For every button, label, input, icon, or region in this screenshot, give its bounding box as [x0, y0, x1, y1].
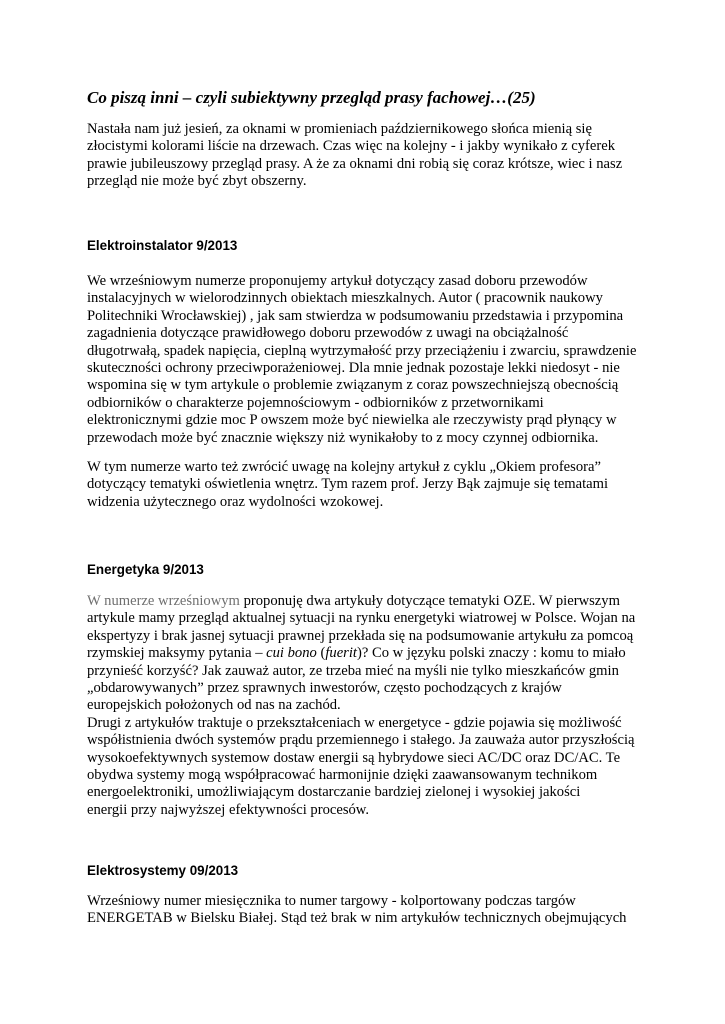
paragraph-line: współistnienia dwóch systemów prądu przemiennego i stałego. Ja zauważa autor przyszłością	[87, 732, 635, 749]
latin-phrase-fuerit: fuerit	[325, 645, 357, 662]
paragraph-line: dotyczący tematyki oświetlenia wnętrz. Tym razem prof. Jerzy Bąk zajmuje się tematami	[87, 476, 609, 493]
energetyka-paragraph	[87, 593, 635, 819]
section-heading-elektroinstalator: Elektroinstalator 9/2013	[87, 238, 238, 253]
paragraph-line: W tym numerze warto też zwrócić uwagę na kolejny artykuł z cyklu „Okiem profesora”	[87, 459, 601, 475]
line-rest-text: proponuję dwa artykuły dotyczące tematyki OZE. W pierwszym	[239, 593, 620, 609]
paragraph-line: europejskich położonych od nas na zachód.	[87, 697, 341, 714]
paragraph-line: wysokoefektywnych systemow dostaw energii są hybrydowe sieci AC/DC oraz DC/AC. Te	[87, 749, 621, 766]
paragraph-line: wspomina się w tym artykule o problemie związanym z coraz powszechniejszą obecnością	[87, 377, 619, 394]
latin-pre-text: rzymskiej maksymy pytania –	[87, 645, 267, 662]
paragraph-line: zagadnienia dotyczące prawidłowego doboru przewodów z uwagi na obciążalność	[87, 325, 569, 342]
gray-lead-text: W numerze wrześniowym	[87, 593, 240, 609]
paragraph-line: artykule mamy przegląd aktualnej sytuacji na rynku energetyki wiatrowej w Polsce. Wojan na	[87, 610, 636, 627]
paragraph-line: ENERGETAB w Bielsku Białej. Stąd też brak w nim artykułów technicznych obejmujących	[87, 910, 627, 927]
paragraph-line: skuteczności ochrony przeciwporażeniowej. Dla mnie jednak pozostaje lekki niedosyt - nie	[87, 360, 620, 377]
latin-phrase-cui-bono: cui bono	[266, 645, 317, 662]
section-heading-energetyka: Energetyka 9/2013	[87, 562, 204, 577]
paragraph-line	[87, 645, 635, 662]
paragraph-line: przewodach może być znacznie większy niż wynikałoby to z mocy czynnej odbiornika.	[87, 429, 599, 446]
paragraph-line: energii przy najwyższej efektywności procesów.	[87, 801, 370, 818]
paragraph-line: „obdarowywanych” przez sprawnych inwestorów, często pochodzących z krajów	[87, 680, 562, 697]
elektrosystemy-paragraph	[87, 893, 626, 928]
intro-line: prawie jubileuszowy przegląd prasy. A że za oknami dni robią się coraz krótsze, wiec i nasz	[87, 155, 623, 172]
latin-post-text: )? Co w języku polski znaczy : komu to miało	[356, 645, 626, 662]
paragraph-line: instalacyjnych w wielorodzinnych obiektach mieszkalnych. Autor ( pracownik naukowy	[87, 290, 603, 307]
paragraph-line: widzenia użytecznego oraz wydolności wzokowej.	[87, 493, 384, 510]
intro-paragraph	[87, 121, 622, 191]
intro-line: przegląd nie może być zbyt obszerny.	[87, 173, 307, 190]
intro-line: Nastała nam już jesień, za oknami w promieniach październikowego słońca mienią się	[87, 121, 592, 137]
elektroinstalator-paragraph-1	[87, 273, 636, 447]
paragraph-line: przynieść korzyść? Jak zauważ autor, ze trzeba mieć na myśli nie tylko mieszkańców gmin	[87, 662, 619, 679]
paragraph-line: energoelektroniki, umożliwiającym dostarczanie bardziej zielonej i wysokiej jakości	[87, 784, 581, 801]
paragraph-line: długotrwałą, spadek napięcia, cieplną wytrzymałość przy przeciążeniu i zwarciu, sprawdzenie	[87, 342, 637, 359]
document-title: Co piszą inni – czyli subiektywny przegląd prasy fachowej…(25)	[87, 88, 536, 107]
paragraph-line: ekspertyzy i brak jasnej sytuacji prawnej przekłada się na podsumowanie artykułu za pomcoą	[87, 627, 634, 644]
paragraph-line: odbiorników o charakterze pojemnościowym - odbiorników z przetwornikami	[87, 394, 544, 411]
intro-line: złocistymi kolorami liście na drzewach. Czas więc na kolejny - i jakby wynikało z cyferek	[87, 138, 616, 155]
latin-mid-text: (	[316, 645, 326, 662]
paragraph-line: We wrześniowym numerze proponujemy artykuł dotyczący zasad doboru przewodów	[87, 273, 588, 289]
paragraph-line: Politechniki Wrocławskiej) , jak sam stwierdza w podsumowaniu przedstawia i przypomina	[87, 307, 624, 324]
section-heading-elektrosystemy: Elektrosystemy 09/2013	[87, 863, 239, 878]
paragraph-line: obydwa systemy mogą współpracować harmonijnie dzięki zaawansowanym technikom	[87, 767, 598, 784]
paragraph-line: elektronicznymi gdzie moc P owszem może być niewielka ale rzeczywisty prąd płynący w	[87, 412, 617, 429]
paragraph-line: Wrześniowy numer miesięcznika to numer targowy - kolportowany podczas targów	[87, 893, 576, 909]
paragraph-line: Drugi z artykułów traktuje o przekształceniach w energetyce - gdzie pojawia się możliwość	[87, 714, 622, 731]
elektroinstalator-paragraph-2	[87, 459, 608, 511]
paragraph-line	[87, 593, 635, 610]
